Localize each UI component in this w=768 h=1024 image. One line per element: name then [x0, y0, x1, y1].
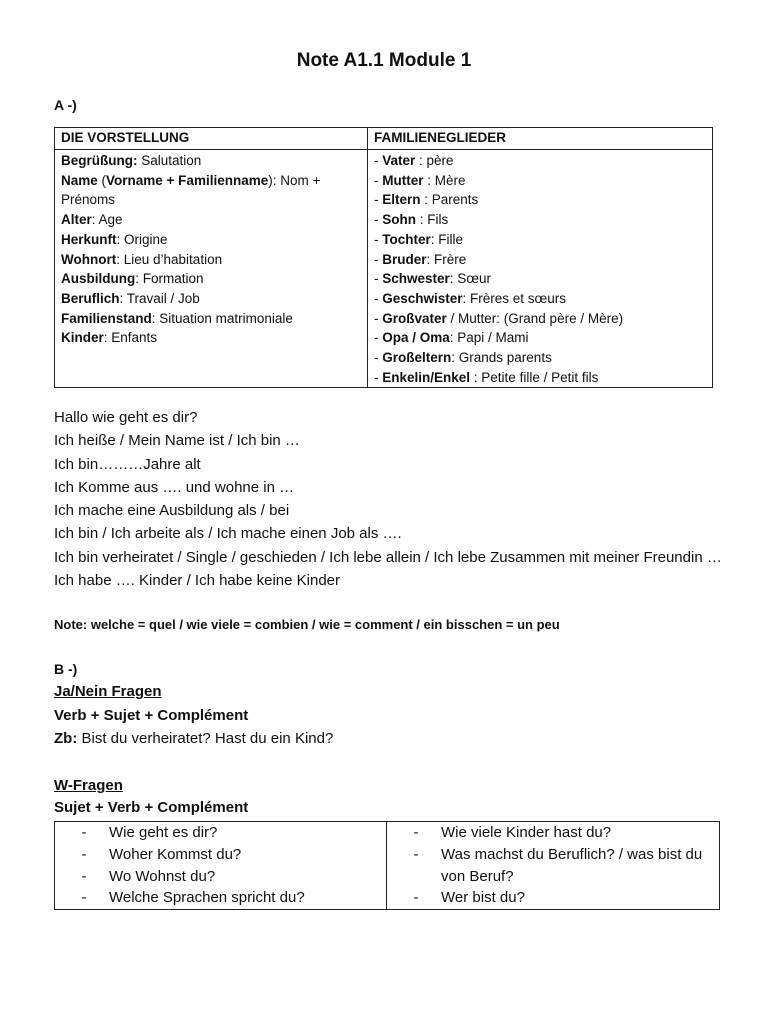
term: Herkunft	[61, 231, 117, 247]
list-item	[61, 309, 361, 329]
phrase-line: Hallo wie geht es dir?	[54, 409, 198, 426]
phrase-line: Ich Komme aus …. und wohne in …	[54, 478, 295, 496]
list-dash: -	[374, 192, 383, 208]
list-dash: -	[374, 330, 383, 346]
translation: Enfants	[107, 330, 158, 346]
question-text: Was machst du Beruflich? / was bist du von Beruf?	[441, 845, 703, 885]
term: Großeltern	[382, 350, 452, 366]
translation: : Frère	[426, 251, 467, 267]
translation: Salutation	[137, 153, 202, 168]
question-item	[55, 887, 382, 909]
term: Tochter	[382, 231, 431, 247]
translation: : Mère	[423, 172, 466, 188]
list-item	[374, 289, 706, 309]
list-dash: -	[81, 867, 87, 885]
w-fragen-heading: W-Fragen	[54, 777, 123, 794]
list-dash: -	[374, 153, 383, 168]
list-item	[374, 309, 706, 329]
list-item	[61, 289, 361, 309]
list-item	[374, 328, 706, 348]
list-item	[61, 210, 361, 230]
question-text: Wer bist du?	[441, 889, 525, 907]
translation: : Petite fille / Petit fils	[470, 369, 599, 385]
term: Familienstand	[61, 310, 152, 326]
separator: :	[119, 290, 124, 306]
term: Wohnort	[61, 251, 117, 267]
term: Geschwister	[382, 290, 463, 306]
list-item	[374, 269, 706, 289]
vorstellung-cell	[55, 150, 368, 388]
header-vorstellung: DIE VORSTELLUNG	[55, 128, 368, 150]
question-text: Wo Wohnst du?	[109, 867, 216, 885]
question-item	[55, 866, 382, 888]
familienglieder-cell	[368, 150, 713, 388]
list-dash: -	[374, 172, 383, 188]
w-fragen-table	[54, 821, 720, 910]
list-item	[61, 269, 361, 289]
term: Bruder	[382, 251, 427, 267]
list-item	[374, 190, 706, 210]
vocabulary-note: Note: welche = quel / wie viele = combien / wie = comment / ein bisschen = un peu	[54, 617, 560, 632]
w-fragen-right-cell	[387, 822, 720, 910]
list-item	[374, 368, 706, 388]
question-item	[55, 822, 382, 844]
question-item	[387, 887, 715, 909]
list-item	[374, 210, 706, 230]
list-dash: -	[413, 824, 419, 841]
term: Mutter	[382, 172, 424, 188]
translation: Situation matrimoniale	[155, 310, 293, 326]
list-dash: -	[374, 231, 383, 247]
separator: (	[97, 172, 107, 188]
question-text: Wie viele Kinder hast du?	[441, 824, 612, 841]
translation: : Fille	[430, 231, 464, 247]
section-b-label: B -)	[54, 661, 78, 677]
list-item	[374, 151, 706, 171]
list-item	[374, 171, 706, 191]
term: Beruflich	[61, 290, 120, 306]
term: Enkelin/Enkel	[382, 369, 471, 385]
list-dash: -	[374, 290, 383, 306]
translation: Nom + Prénoms	[61, 172, 321, 208]
example-text: Bist du verheiratet? Hast du ein Kind?	[77, 730, 334, 747]
question-item	[387, 844, 715, 888]
question-item	[387, 822, 715, 844]
separator: :	[135, 271, 140, 287]
list-dash: -	[374, 369, 383, 385]
list-dash: -	[81, 889, 87, 907]
question-text: Woher Kommst du?	[109, 845, 242, 863]
translation: : Frères et sœurs	[462, 290, 567, 306]
translation: : père	[415, 153, 454, 168]
w-fragen-left-cell	[55, 822, 387, 910]
ja-nein-formula: Verb + Sujet + Complément	[54, 707, 249, 724]
ja-nein-example	[54, 730, 734, 747]
example-label: Zb:	[54, 730, 78, 747]
phrase-line: Ich habe …. Kinder / Ich habe keine Kinder	[54, 572, 341, 590]
list-item	[61, 230, 361, 250]
separator: :	[133, 153, 138, 168]
separator: :	[91, 212, 96, 228]
phrase-line: Ich bin / Ich arbeite als / Ich mache einen Job als ….	[54, 525, 402, 543]
list-item	[374, 230, 706, 250]
list-dash: -	[374, 212, 383, 228]
table-row	[55, 150, 713, 388]
table-row	[55, 822, 720, 910]
question-text: Welche Sprachen spricht du?	[109, 889, 305, 907]
translation: : Sœur	[449, 271, 492, 287]
translation: : Parents	[420, 192, 479, 208]
phrase-line: Ich bin………Jahre alt	[54, 455, 201, 473]
translation: : Grands parents	[451, 350, 552, 366]
page-title: Note A1.1 Module 1	[296, 50, 472, 71]
term: Begrüßung	[61, 153, 133, 168]
list-dash: -	[374, 310, 383, 326]
list-item	[61, 171, 361, 210]
term: Vorname + Familienname	[106, 172, 269, 188]
phrase-line: Ich mache eine Ausbildung als / bei	[54, 502, 290, 520]
term: Großvater	[382, 310, 447, 326]
translation: Travail / Job	[123, 290, 200, 306]
vorstellung-table	[54, 127, 713, 388]
translation: Age	[95, 212, 123, 228]
list-item	[61, 250, 361, 270]
table-header-row	[55, 128, 713, 150]
phrase-line: Ich heiße / Mein Name ist / Ich bin …	[54, 432, 300, 450]
list-dash: -	[81, 824, 87, 841]
term: Name	[61, 172, 98, 188]
term: Opa / Oma	[382, 330, 450, 346]
list-item	[61, 328, 361, 348]
term: Sohn	[382, 212, 416, 228]
list-dash: -	[81, 845, 87, 863]
list-dash: -	[374, 251, 383, 267]
translation: Formation	[139, 271, 204, 287]
translation: / Mutter: (Grand père / Mère)	[446, 310, 624, 326]
list-dash: -	[413, 889, 419, 907]
term: Eltern	[382, 192, 421, 208]
list-dash: -	[413, 845, 419, 863]
list-dash: -	[374, 350, 383, 366]
list-item	[374, 348, 706, 368]
translation: Origine	[120, 231, 168, 247]
section-a-label: A -)	[54, 97, 77, 113]
question-item	[55, 844, 382, 866]
term: Schwester	[382, 271, 450, 287]
phrase-list	[54, 406, 734, 592]
list-item	[61, 151, 361, 171]
separator: ):	[268, 172, 277, 188]
question-text: Wie geht es dir?	[109, 824, 218, 841]
list-dash: -	[374, 271, 383, 287]
term: Ausbildung	[61, 271, 136, 287]
separator: :	[116, 231, 121, 247]
term: Alter	[61, 212, 92, 228]
separator: :	[116, 251, 120, 267]
header-familienglieder: FAMILIENEGLIEDER	[368, 128, 713, 150]
ja-nein-heading: Ja/Nein Fragen	[54, 683, 162, 700]
term: Kinder	[61, 330, 104, 346]
translation: Lieu d’habitation	[120, 251, 223, 267]
term: Vater	[382, 153, 416, 168]
separator: :	[103, 330, 108, 346]
translation: : Papi / Mami	[449, 330, 529, 346]
separator: :	[151, 310, 156, 326]
phrase-line: Ich bin verheiratet / Single / geschieden / Ich lebe allein / Ich lebe Zusammen mit meiner Freundin …	[54, 548, 722, 566]
w-fragen-formula: Sujet + Verb + Complément	[54, 799, 249, 816]
list-item	[374, 250, 706, 270]
translation: : Fils	[416, 212, 449, 228]
